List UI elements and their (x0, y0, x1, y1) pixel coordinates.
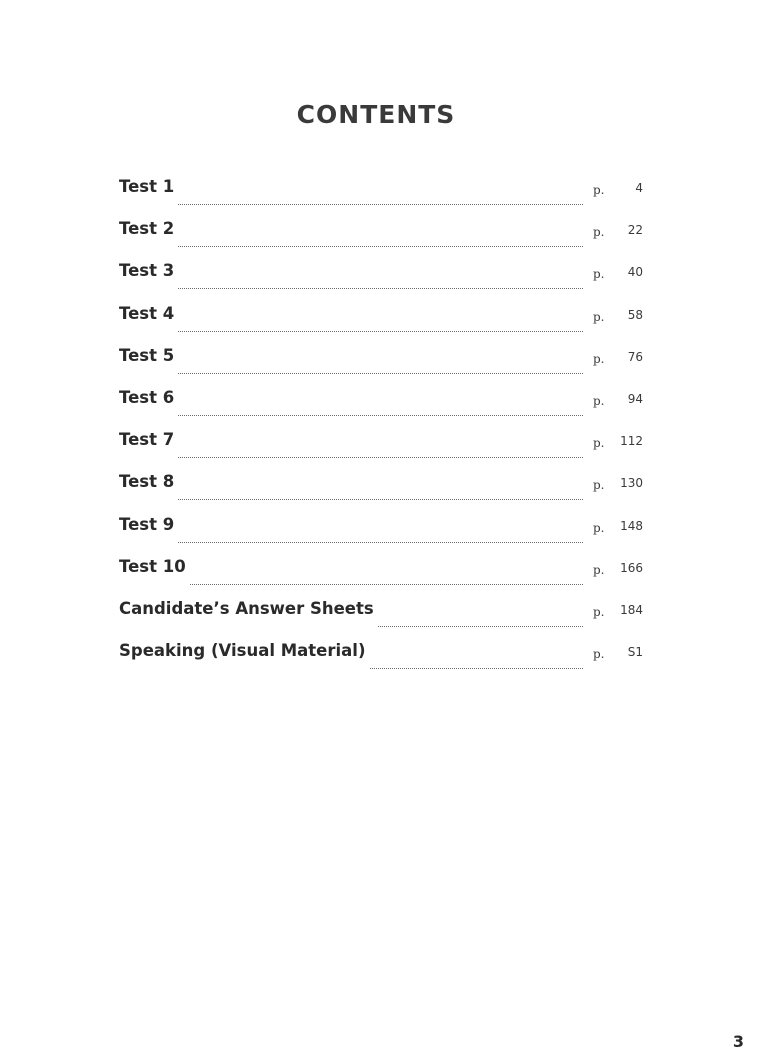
page-ref: 184 (620, 602, 643, 617)
dot-leader (178, 372, 583, 374)
toc-entry-test-6[interactable] (119, 388, 643, 430)
page-prefix: p. (593, 393, 605, 408)
page-ref: 112 (620, 434, 643, 449)
page-prefix: p. (593, 225, 605, 240)
page-ref: 22 (627, 223, 643, 238)
dot-leader (178, 203, 583, 205)
page-ref: S1 (627, 645, 643, 660)
toc-entry-label: Speaking (Visual Material) (119, 641, 366, 661)
dot-leader (178, 414, 583, 416)
dot-leader (178, 245, 583, 247)
toc-entry-test-3[interactable] (119, 261, 643, 303)
page-prefix: p. (593, 351, 605, 366)
dot-leader (190, 583, 583, 585)
toc-entry-test-2[interactable] (119, 219, 643, 261)
toc-entry-label: Test 10 (119, 556, 186, 576)
page-prefix: p. (593, 267, 605, 282)
dot-leader (178, 498, 583, 500)
page-prefix: p. (593, 520, 605, 535)
page-prefix: p. (593, 309, 605, 324)
page-prefix: p. (593, 562, 605, 577)
toc-entry-test-7[interactable] (119, 430, 643, 472)
page-prefix: p. (593, 478, 605, 493)
page-prefix: p. (593, 183, 605, 197)
page-ref: 76 (627, 349, 643, 364)
dot-leader (178, 456, 583, 458)
dot-leader (370, 667, 584, 669)
toc-entry-label: Test 5 (119, 345, 175, 365)
page-ref: 4 (635, 181, 643, 195)
toc-entry-label: Test 3 (119, 261, 175, 281)
dot-leader (178, 541, 583, 543)
table-of-contents (119, 177, 643, 683)
dot-leader (178, 287, 583, 289)
page-ref: 94 (627, 391, 643, 406)
toc-entry-label: Test 6 (119, 387, 175, 407)
page-prefix: p. (593, 647, 605, 662)
toc-entry-speaking-visual-material[interactable] (119, 641, 643, 683)
dot-leader (178, 330, 583, 332)
toc-entry-label: Test 2 (119, 219, 175, 239)
toc-entry-test-1[interactable] (119, 177, 643, 219)
toc-entry-label: Test 4 (119, 303, 175, 323)
toc-entry-label: Test 7 (119, 430, 175, 450)
toc-entry-label: Test 9 (119, 514, 175, 534)
toc-entry-test-10[interactable] (119, 557, 643, 599)
page-title: CONTENTS (296, 100, 456, 129)
page-ref: 58 (627, 307, 643, 322)
page-ref: 40 (627, 265, 643, 280)
dot-leader (378, 625, 583, 627)
toc-entry-test-9[interactable] (119, 515, 643, 557)
toc-entry-test-4[interactable] (119, 304, 643, 346)
toc-entry-label: Test 8 (119, 472, 175, 492)
page-ref: 130 (620, 476, 643, 491)
toc-entry-test-5[interactable] (119, 346, 643, 388)
toc-entry-label: Candidate’s Answer Sheets (119, 598, 374, 618)
page-ref: 166 (620, 560, 643, 575)
toc-entry-label: Test 1 (119, 177, 175, 196)
toc-entry-test-8[interactable] (119, 472, 643, 514)
page-prefix: p. (593, 436, 605, 451)
page-prefix: p. (593, 604, 605, 619)
page-ref: 148 (620, 518, 643, 533)
page-number: 3 (732, 1032, 744, 1051)
toc-entry-answer-sheets[interactable] (119, 599, 643, 641)
